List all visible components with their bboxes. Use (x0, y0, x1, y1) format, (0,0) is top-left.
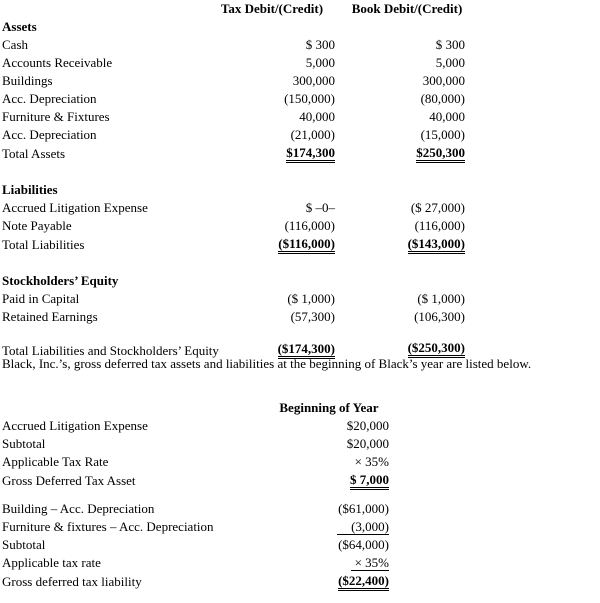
row-label: Accrued Litigation Expense (2, 200, 148, 215)
table-row (2, 572, 394, 591)
row-label: Total Liabilities and Stockholders’ Equity (2, 343, 219, 358)
table-row (2, 126, 472, 144)
row-label: Subtotal (2, 436, 46, 451)
section-spacer (2, 254, 472, 272)
row-value-tax: ($ 1,000) (287, 291, 335, 306)
row-value: × 35% (354, 454, 389, 469)
row-value: $20,000 (346, 418, 389, 433)
row-label: Accrued Litigation Expense (2, 418, 148, 433)
column-header-book: Book Debit/(Credit) (351, 1, 463, 16)
table-row (2, 90, 472, 108)
row-value-book: $ 300 (435, 37, 465, 52)
narrative-paragraph: Black, Inc.’s, gross deferred tax assets and liabilities at the beginning of Black’s year are listed below. (2, 356, 532, 371)
row-value-tax: (21,000) (290, 127, 335, 142)
table-row (2, 435, 394, 453)
table-row (2, 72, 472, 90)
row-value-tax: (116,000) (284, 218, 335, 233)
table-row (2, 518, 394, 536)
row-value-book: (106,300) (414, 309, 465, 324)
row-label: Furniture & fixtures – Acc. Depreciation (2, 519, 214, 534)
row-label: Acc. Depreciation (2, 91, 97, 106)
total-value: ($22,400) (338, 574, 389, 591)
row-value: $20,000 (346, 436, 389, 451)
row-value-tax: 5,000 (305, 55, 335, 70)
table-row (2, 144, 472, 163)
column-header-label (2, 0, 202, 18)
row-label: Paid in Capital (2, 291, 80, 306)
table-row (2, 453, 394, 471)
row-value-tax (202, 235, 342, 254)
row-label: Total Liabilities (2, 237, 85, 252)
row-value: ($61,000) (338, 501, 389, 516)
table-row (2, 536, 394, 554)
table-row (2, 500, 394, 518)
table-row (2, 290, 472, 308)
table-row (2, 199, 472, 217)
row-value-tax (202, 144, 342, 163)
row-value-book: (116,000) (414, 218, 465, 233)
row-value-book (342, 235, 472, 254)
row-value (264, 554, 394, 572)
row-label: Building – Acc. Depreciation (2, 501, 155, 516)
total-value: ($174,300) (278, 342, 335, 359)
row-label: Furniture & Fixtures (2, 109, 110, 124)
row-label: Gross deferred tax liability (2, 574, 142, 589)
row-label: Cash (2, 37, 28, 52)
table-row (2, 217, 472, 235)
total-value: ($116,000) (278, 237, 335, 254)
row-label: Accounts Receivable (2, 55, 113, 70)
table-row (2, 36, 472, 54)
row-value-tax: $ –0– (305, 200, 335, 215)
row-value-book: (80,000) (420, 91, 465, 106)
row-label: Gross Deferred Tax Asset (2, 473, 136, 488)
row-label: Applicable Tax Rate (2, 454, 109, 469)
total-value: ($143,000) (408, 237, 465, 254)
row-value-book: ($ 27,000) (410, 200, 465, 215)
row-value-book (342, 144, 472, 163)
deferred-asset-column-header: Beginning of Year (279, 400, 379, 415)
row-value-tax: (150,000) (284, 91, 335, 106)
section-heading-row (2, 272, 472, 290)
balance-sheet-table (2, 0, 472, 359)
table-row (2, 554, 394, 572)
section-heading: Liabilities (2, 182, 58, 197)
deferred-tax-asset-table (2, 399, 394, 490)
row-value-tax: 300,000 (292, 73, 335, 88)
column-header-row (2, 399, 394, 417)
row-value-tax: $ 300 (305, 37, 335, 52)
row-label: Note Payable (2, 218, 72, 233)
total-value: ($250,300) (408, 341, 465, 358)
row-value (264, 572, 394, 591)
section-heading-row (2, 181, 472, 199)
row-label: Acc. Depreciation (2, 127, 97, 142)
row-value-book: 40,000 (429, 109, 465, 124)
section-spacer (2, 163, 472, 181)
section-heading-row (2, 18, 472, 36)
section-heading: Stockholders’ Equity (2, 273, 119, 288)
table-row (2, 54, 472, 72)
row-label: Retained Earnings (2, 309, 98, 324)
row-value (264, 471, 394, 490)
total-value: $250,300 (416, 146, 465, 163)
row-value-book: (15,000) (420, 127, 465, 142)
column-header-row (2, 0, 472, 18)
table-row (2, 235, 472, 254)
total-value: $ 7,000 (350, 473, 389, 490)
row-label: Buildings (2, 73, 53, 88)
row-label: Applicable tax rate (2, 555, 101, 570)
ruled-value: (3,000) (337, 520, 389, 535)
column-header-tax: Tax Debit/(Credit) (220, 1, 324, 16)
ruled-value: × 35% (351, 556, 389, 571)
row-value-tax: (57,300) (290, 309, 335, 324)
row-label: Subtotal (2, 537, 46, 552)
row-value-tax: 40,000 (299, 109, 335, 124)
row-label: Total Assets (2, 146, 66, 161)
total-value: $174,300 (286, 146, 335, 163)
row-value: ($64,000) (338, 537, 389, 552)
deferred-tax-liability-table (2, 500, 394, 591)
row-value-book: 5,000 (435, 55, 465, 70)
section-heading: Assets (2, 19, 37, 34)
table-row (2, 471, 394, 490)
table-row (2, 308, 472, 326)
row-value-book: ($ 1,000) (417, 291, 465, 306)
table-row (2, 108, 472, 126)
row-value-book: 300,000 (422, 73, 465, 88)
table-row (2, 417, 394, 435)
row-value (264, 518, 394, 536)
